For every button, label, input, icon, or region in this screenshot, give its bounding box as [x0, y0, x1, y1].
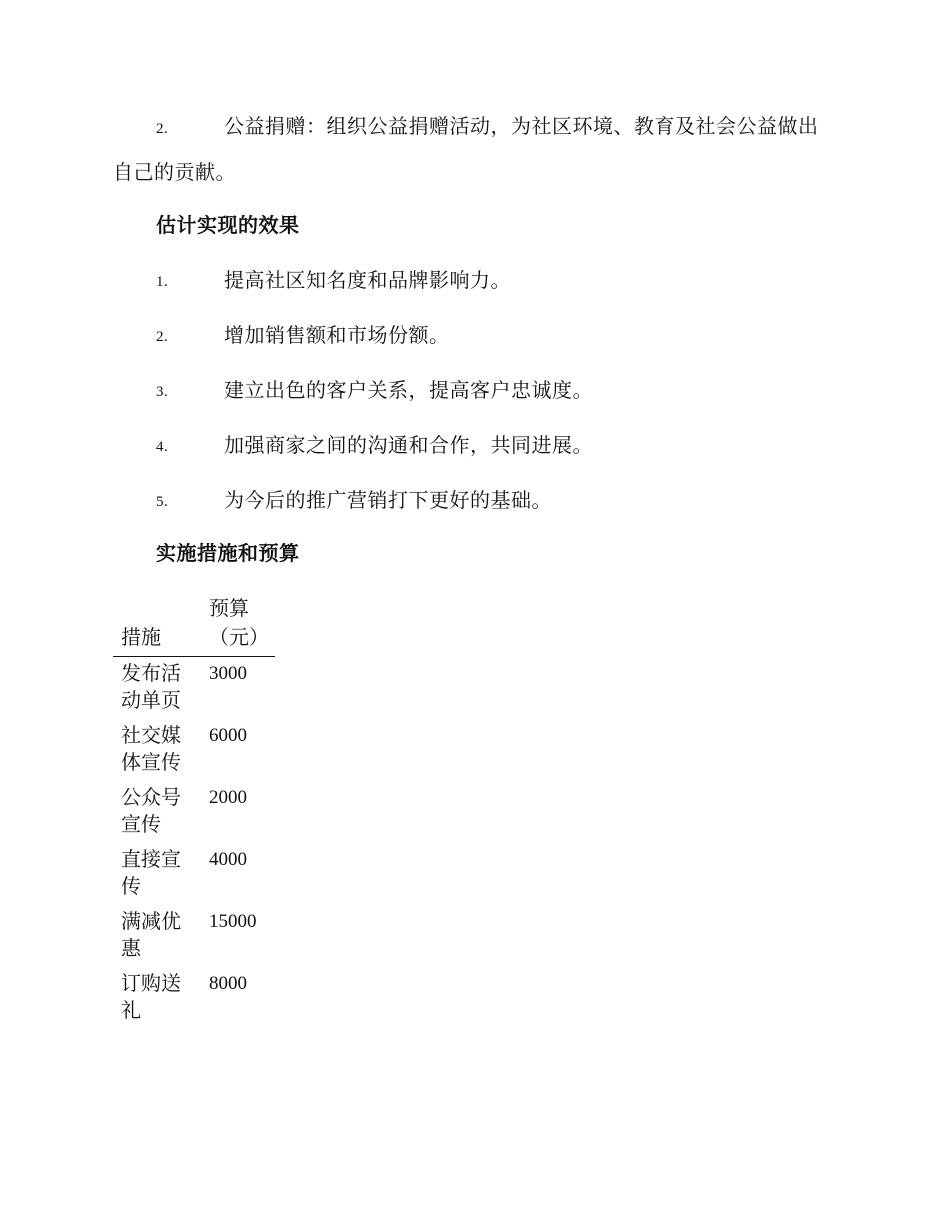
- list-item-text: 加强商家之间的沟通和合作，共同进展。: [224, 433, 593, 457]
- cell-measure: 发布活动单页: [121, 661, 181, 712]
- cell-amount: 2000: [209, 787, 247, 808]
- table-header-row: [113, 594, 275, 657]
- cell-amount: 15000: [209, 911, 257, 932]
- table-row: [113, 905, 275, 967]
- cell-measure: 直接宣传: [121, 847, 181, 898]
- table-row: [113, 719, 275, 781]
- table-row: [113, 657, 275, 720]
- list-item: [156, 265, 511, 297]
- list-item: [156, 320, 450, 352]
- list-number: 3.: [156, 384, 169, 400]
- list-item-text: 提高社区知名度和品牌影响力。: [224, 268, 511, 292]
- cell-amount: 4000: [209, 849, 247, 870]
- list-number: 5.: [156, 494, 169, 510]
- cell-amount: 3000: [209, 663, 247, 684]
- column-header-budget: 预算（元）: [201, 594, 275, 657]
- cell-measure: 订购送礼: [121, 971, 181, 1022]
- list-item: [156, 485, 552, 517]
- donation-paragraph: [113, 105, 835, 194]
- list-item: [156, 375, 593, 407]
- list-item-text: 为今后的推广营销打下更好的基础。: [224, 488, 552, 512]
- cell-measure: 公众号宣传: [121, 785, 181, 836]
- list-number: 4.: [156, 439, 169, 455]
- cell-amount: 6000: [209, 725, 247, 746]
- list-item-text: 增加销售额和市场份额。: [224, 323, 450, 347]
- column-header-measure: 措施: [113, 594, 201, 657]
- budget-heading: 实施措施和预算: [156, 541, 300, 565]
- table-row: [113, 843, 275, 905]
- budget-table: [113, 594, 275, 1029]
- paragraph-text: 公益捐赠：组织公益捐赠活动，为社区环境、教育及社会公益做出自己的贡献。: [113, 114, 819, 184]
- list-item-text: 建立出色的客户关系，提高客户忠诚度。: [224, 378, 593, 402]
- list-number: 2.: [156, 329, 169, 345]
- list-number: 2.: [156, 121, 169, 137]
- list-item: [156, 430, 593, 462]
- cell-amount: 8000: [209, 973, 247, 994]
- table-row: [113, 781, 275, 843]
- table-row: [113, 967, 275, 1029]
- cell-measure: 满减优惠: [121, 909, 181, 960]
- cell-measure: 社交媒体宣传: [121, 723, 181, 774]
- list-number: 1.: [156, 274, 169, 290]
- effects-heading: 估计实现的效果: [156, 213, 300, 237]
